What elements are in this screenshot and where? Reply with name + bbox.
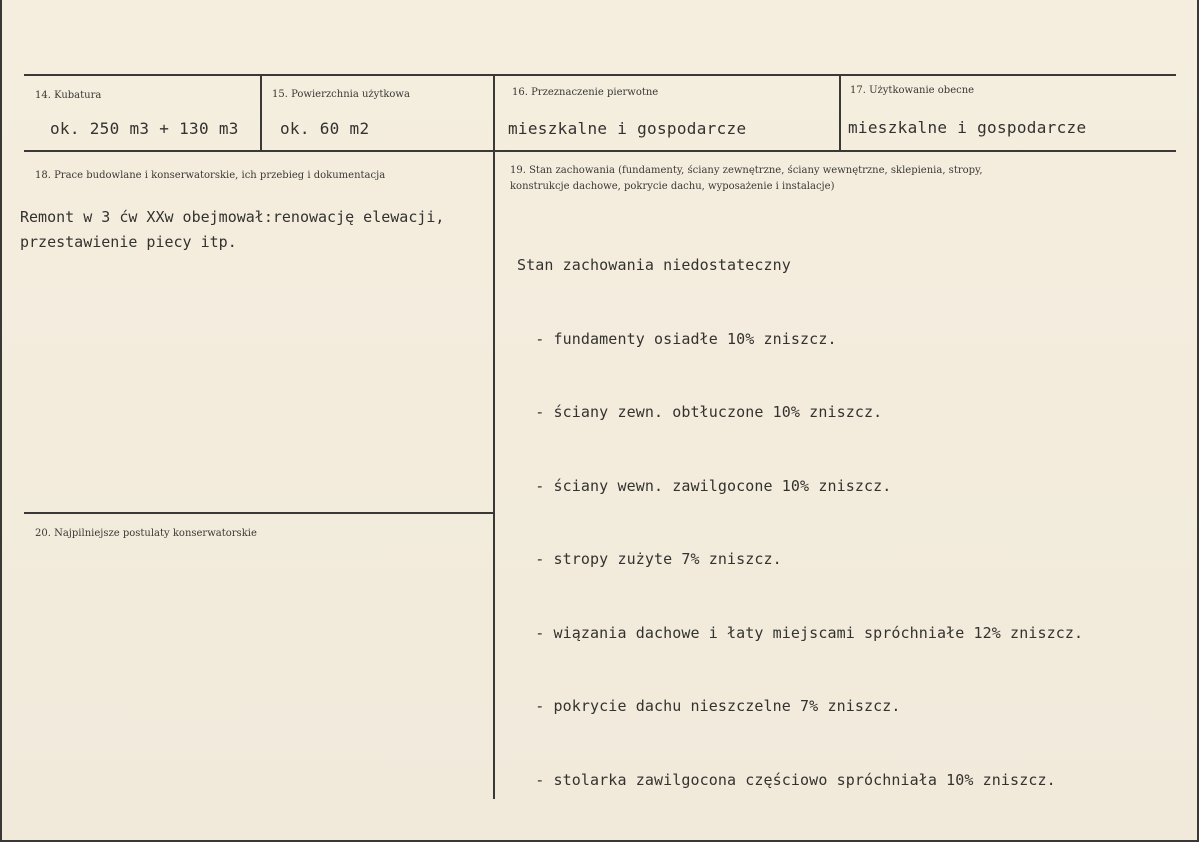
top-rule	[24, 74, 1176, 76]
field-15-label: 15. Powierzchnia użytkowa	[272, 89, 410, 100]
field-18-text	[20, 205, 444, 254]
text-line: - pokrycie dachu nieszczelne 7% zniszcz.	[517, 697, 901, 715]
text-line: - ściany wewn. zawilgocone 10% zniszcz.	[517, 476, 892, 495]
text-line: - stropy zużyte 7% zniszcz.	[517, 550, 782, 568]
field-16-label: 16. Przeznaczenie pierwotne	[512, 87, 659, 98]
field-19-text	[517, 204, 1083, 841]
text-line: - stolarka zawilgocona częściowo spróchniała 10% zniszcz.	[517, 770, 1056, 789]
field-19-label-line1: 19. Stan zachowania (fundamenty, ściany zewnętrzne, ściany wewnętrzne, sklepienia, stropy,	[510, 165, 983, 176]
field-14-value: ok. 250 m3 + 130 m3	[50, 119, 239, 138]
text-line: - ściany zewn. obtłuczone 10% zniszcz.	[517, 403, 883, 421]
text-line: - fundamenty osiadłe 10% zniszcz.	[517, 329, 837, 348]
field-14-label: 14. Kubatura	[35, 90, 102, 101]
divider-16-17	[839, 75, 841, 152]
field-18-label: 18. Prace budowlane i konserwatorskie, ich przebieg i dokumentacja	[35, 170, 386, 181]
divider-14-15	[260, 75, 262, 152]
text-line: Remont w 3 ćw XXw obejmował:renowację elewacji,	[20, 208, 445, 226]
divider-15-16	[493, 75, 495, 799]
text-line: - wiązania dachowe i łaty miejscami spróchniałe 12% zniszcz.	[517, 623, 1084, 642]
field-20-label: 20. Najpilniejsze postulaty konserwatorskie	[35, 528, 257, 539]
field-19-label-line2: konstrukcje dachowe, pokrycie dachu, wyposażenie i instalacje)	[510, 181, 835, 192]
field-15-value: ok. 60 m2	[280, 119, 370, 138]
text-line: Stan zachowania niedostateczny	[517, 256, 791, 274]
row-rule	[24, 150, 1176, 152]
text-line: przestawienie piecy itp.	[20, 232, 237, 251]
mid-left-rule	[24, 512, 494, 514]
field-16-value: mieszkalne i gospodarcze	[508, 119, 747, 138]
field-17-label: 17. Użytkowanie obecne	[850, 85, 975, 96]
field-17-value: mieszkalne i gospodarcze	[848, 118, 1087, 137]
